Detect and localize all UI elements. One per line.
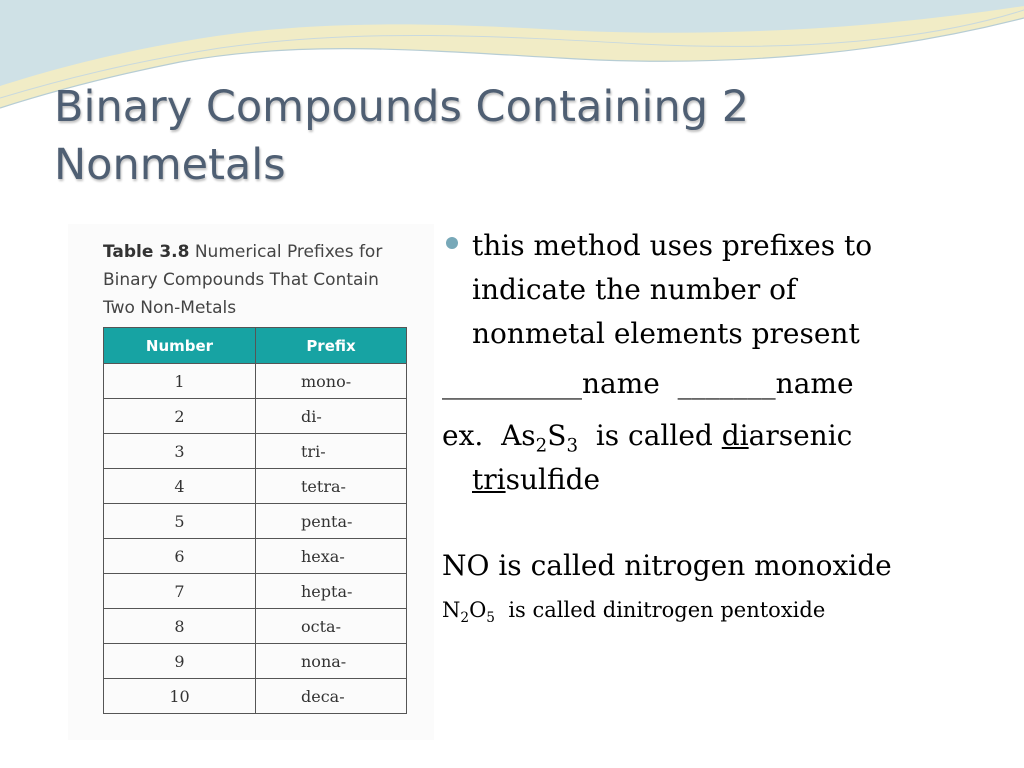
bullet-line-3: nonmetal elements present [472, 317, 860, 350]
slide-body-text [442, 224, 1012, 626]
example-lead: ex. [442, 419, 484, 452]
fill-in-blank-line [442, 362, 1012, 406]
example-called: is called [595, 419, 713, 452]
prefix-table-figure [68, 224, 434, 740]
row-prefix: hepta- [256, 574, 407, 609]
table-caption [103, 238, 423, 322]
header-prefix: Prefix [256, 328, 407, 364]
row-number: 3 [104, 434, 256, 469]
word-arsenic: arsenic [748, 419, 853, 452]
table-row [104, 539, 407, 574]
table-row [104, 399, 407, 434]
bullet-line-2: indicate the number of [472, 273, 797, 306]
caption-title: Numerical Prefixes for [194, 242, 383, 262]
row-prefix: tetra- [256, 469, 407, 504]
row-prefix: hexa- [256, 539, 407, 574]
bullet-dot-icon [446, 237, 458, 249]
row-prefix: deca- [256, 679, 407, 714]
row-prefix: nona- [256, 644, 407, 679]
row-prefix: tri- [256, 434, 407, 469]
title-line-2: Nonmetals [54, 140, 286, 190]
caption-line-2: Binary Compounds That Contain [103, 270, 379, 290]
blank-2: _______ [677, 367, 776, 400]
formula-n: N [442, 598, 461, 622]
blank-name-2: name [775, 367, 854, 400]
table-row [104, 574, 407, 609]
n2o5-example-line [442, 594, 1012, 626]
table-row [104, 504, 407, 539]
prefix-tri: tri [472, 463, 506, 496]
row-prefix: mono- [256, 364, 407, 399]
row-prefix: penta- [256, 504, 407, 539]
example-continuation [442, 458, 1012, 502]
no-example-line: NO is called nitrogen monoxide [442, 549, 892, 582]
table-row [104, 644, 407, 679]
table-row [104, 434, 407, 469]
bullet-line-1: this method uses prefixes to [472, 229, 873, 262]
blank-1: __________ [442, 367, 582, 400]
formula-o: O [469, 598, 487, 622]
row-number: 9 [104, 644, 256, 679]
table-row [104, 364, 407, 399]
row-number: 1 [104, 364, 256, 399]
caption-line-3: Two Non-Metals [103, 298, 237, 318]
row-number: 2 [104, 399, 256, 434]
title-line-1: Binary Compounds Containing 2 [54, 82, 750, 132]
table-row [104, 609, 407, 644]
formula-o-subscript: 5 [486, 610, 495, 627]
row-number: 4 [104, 469, 256, 504]
table-row [104, 679, 407, 714]
caption-number: Table 3.8 [103, 242, 190, 262]
caption-line-1 [103, 238, 423, 266]
formula-s: S [547, 419, 567, 452]
n2o5-rest: is called dinitrogen pentoxide [508, 598, 826, 622]
blank-name-1: name [582, 367, 660, 400]
formula-as: As [501, 419, 536, 452]
prefix-di: di [721, 419, 749, 452]
row-prefix: di- [256, 399, 407, 434]
row-prefix: octa- [256, 609, 407, 644]
row-number: 6 [104, 539, 256, 574]
table-header-row [104, 328, 407, 364]
formula-as-subscript: 2 [535, 435, 548, 457]
formula-n-subscript: 2 [460, 610, 470, 627]
bullet-item [442, 224, 1012, 356]
row-number: 10 [104, 679, 256, 714]
prefix-table [103, 327, 407, 714]
word-sulfide: sulfide [505, 463, 601, 496]
table-row [104, 469, 407, 504]
row-number: 8 [104, 609, 256, 644]
example-paragraph [442, 414, 1012, 502]
row-number: 7 [104, 574, 256, 609]
row-number: 5 [104, 504, 256, 539]
formula-s-subscript: 3 [566, 435, 579, 457]
slide-title [54, 78, 954, 194]
header-number: Number [104, 328, 256, 364]
